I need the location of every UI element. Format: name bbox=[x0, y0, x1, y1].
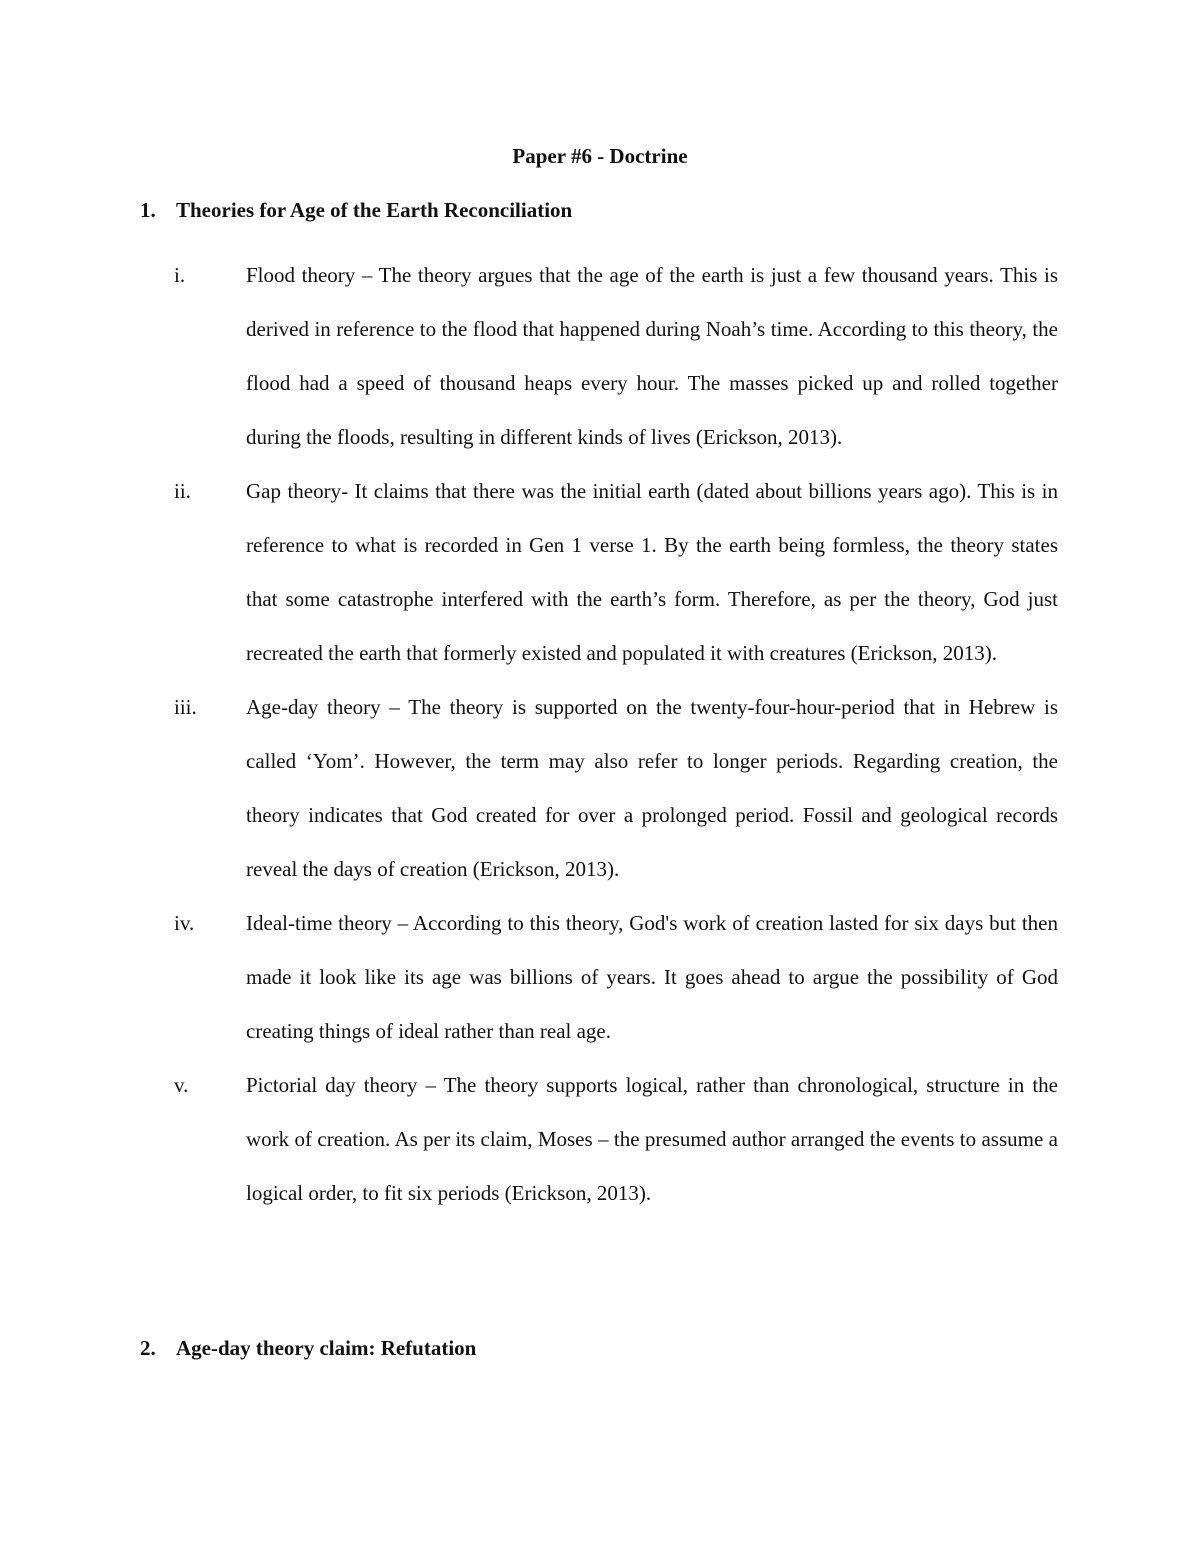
section-heading-text: Age-day theory claim: Refutation bbox=[176, 1336, 477, 1360]
list-item bbox=[174, 1058, 1058, 1220]
section-heading-1 bbox=[140, 194, 572, 226]
list-item-text: Ideal-time theory – According to this theory, God's work of creation lasted for six days but then made it look like its age was billions of years. It goes ahead to argue the possibility of God creating things of ideal rather than real age. bbox=[246, 911, 1058, 1043]
list-marker: iv. bbox=[174, 911, 195, 935]
list-marker: ii. bbox=[174, 479, 191, 503]
section-heading-2 bbox=[140, 1332, 476, 1364]
list-marker: iii. bbox=[174, 695, 197, 719]
list-item-text: Gap theory- It claims that there was the initial earth (dated about billions years ago). This is in reference to what is recorded in Gen 1 verse 1. By the earth being formless, the theory states that some catastrophe interfered with the earth’s form. Therefore, as per the theory, God just recreated the earth that formerly existed and populated it with creatures (Erickson, 2013). bbox=[246, 479, 1058, 665]
list-item bbox=[174, 896, 1058, 1058]
list-item-text: Pictorial day theory – The theory supports logical, rather than chronological, structure in the work of creation. As per its claim, Moses – the presumed author arranged the events to assume a logical order, to fit six periods (Erickson, 2013). bbox=[246, 1073, 1058, 1205]
list-item bbox=[174, 680, 1058, 896]
section-number: 2. bbox=[140, 1336, 156, 1360]
page-title: Paper #6 - Doctrine bbox=[512, 144, 688, 168]
list-item-text: Flood theory – The theory argues that the age of the earth is just a few thousand years. This is derived in reference to the flood that happened during Noah’s time. According to this theory, the flood had a speed of thousand heaps every hour. The masses picked up and rolled together during the floods, resulting in different kinds of lives (Erickson, 2013). bbox=[246, 263, 1058, 449]
list-marker: v. bbox=[174, 1073, 189, 1097]
section-number: 1. bbox=[140, 198, 156, 222]
theories-list bbox=[174, 248, 1058, 1220]
list-item-text: Age-day theory – The theory is supported on the twenty-four-hour-period that in Hebrew is called ‘Yom’. However, the term may also refer to longer periods. Regarding creation, the theory indicates that God created for over a prolonged period. Fossil and geological records reveal the days of creation (Erickson, 2013). bbox=[246, 695, 1058, 881]
list-item bbox=[174, 248, 1058, 464]
list-marker: i. bbox=[174, 263, 186, 287]
section-heading-text: Theories for Age of the Earth Reconciliation bbox=[176, 198, 573, 222]
list-item bbox=[174, 464, 1058, 680]
